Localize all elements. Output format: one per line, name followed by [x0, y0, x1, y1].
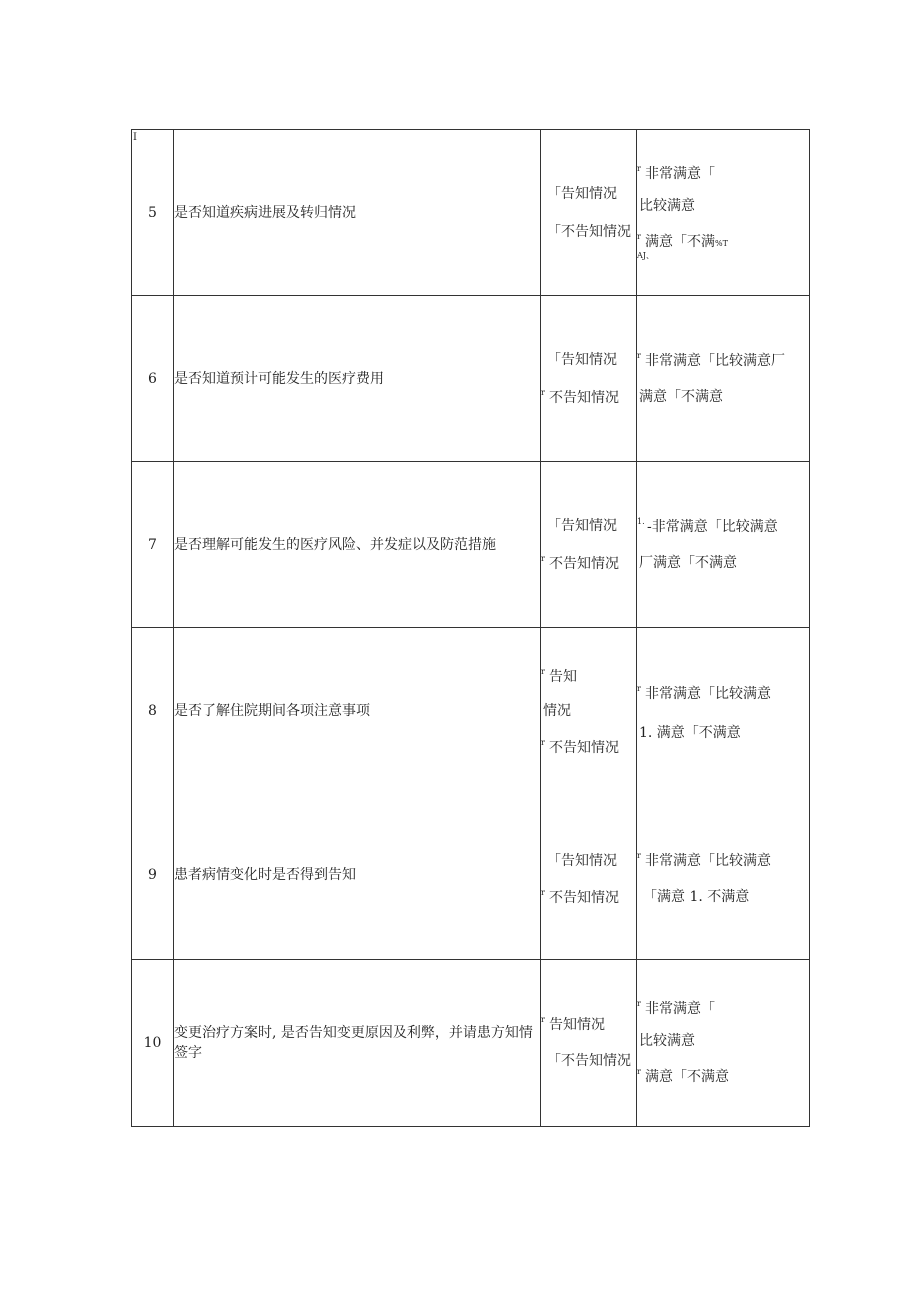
option-very-satisfied[interactable]: 非常满意「	[645, 166, 715, 182]
checkbox-mark[interactable]: r	[637, 1067, 641, 1076]
satisfaction-line-1	[637, 1000, 809, 1018]
row-number-cell	[132, 628, 174, 960]
satisfaction-cell	[637, 130, 810, 296]
checkbox-mark[interactable]: r	[637, 684, 641, 693]
option-very-satisfied[interactable]: -非常满意「比较满意	[647, 518, 778, 535]
row-number: 8	[148, 703, 157, 719]
checkbox-mark[interactable]: r	[541, 1015, 545, 1024]
inform-cell	[541, 296, 637, 462]
table-row	[132, 462, 810, 628]
question-cell	[174, 628, 541, 960]
garbled-tail: %T	[715, 239, 728, 248]
checkbox-mark[interactable]: r	[541, 667, 545, 676]
option-informed[interactable]: 「告知情况	[547, 517, 617, 534]
satisfaction-line-3	[637, 1068, 809, 1086]
question-cell	[174, 130, 541, 296]
satisfaction-cell	[637, 628, 810, 960]
inform-line-2	[541, 389, 636, 407]
satisfaction-line-1	[637, 518, 809, 536]
option-fairly-satisfied[interactable]: 比较满意	[639, 1033, 695, 1049]
question-cell	[174, 462, 541, 628]
table-row	[132, 628, 810, 960]
row-number-cell	[132, 296, 174, 462]
satisfaction-line-1	[637, 685, 771, 703]
option-very-satisfied[interactable]: 非常满意「比较满意	[645, 686, 771, 702]
inform-cell	[541, 628, 637, 960]
option-not-informed[interactable]: 不告知情况	[549, 890, 619, 906]
checkbox-mark[interactable]: r	[541, 387, 545, 397]
option-very-satisfied[interactable]: 非常满意「	[645, 1001, 715, 1017]
checkbox-mark[interactable]: r	[637, 350, 641, 360]
satisfaction-line-1	[637, 352, 809, 370]
checkbox-mark[interactable]: r	[541, 738, 545, 747]
checkbox-mark[interactable]: 1.	[637, 516, 645, 526]
checkbox-mark[interactable]: r	[637, 164, 641, 173]
checkbox-mark[interactable]: r	[541, 553, 545, 563]
option-satisfied-dissatisfied[interactable]: 1. 满意「不满意	[639, 725, 741, 741]
option-satisfied-dissatisfied[interactable]: 「满意 1. 不满意	[643, 889, 750, 905]
option-satisfied-dissatisfied[interactable]: 满意「不满	[645, 234, 715, 250]
question-cell	[174, 960, 541, 1127]
inform-line-2	[541, 889, 619, 907]
option-informed[interactable]: 「告知情况	[547, 185, 617, 202]
table-row	[132, 960, 810, 1127]
row-number: 10	[143, 1035, 162, 1051]
row-number: 5	[148, 204, 157, 221]
question-cell	[174, 296, 541, 462]
option-satisfied-dissatisfied[interactable]: 厂满意「不满意	[639, 554, 737, 571]
question-text: 是否了解住院期间各项注意事项	[174, 703, 370, 719]
option-informed[interactable]: 「告知情况	[547, 853, 617, 869]
garbled-text: AJ、	[637, 251, 654, 260]
option-not-informed[interactable]: 「不告知情况	[547, 223, 631, 240]
option-not-informed[interactable]: 「不告知情况	[547, 1053, 631, 1069]
satisfaction-line-1	[637, 852, 771, 870]
survey-table	[131, 129, 810, 1127]
question-text: 患者病情变化时是否得到告知	[174, 867, 356, 883]
option-very-satisfied[interactable]: 非常满意「比较满意厂	[645, 352, 785, 369]
option-not-informed[interactable]: 不告知情况	[549, 740, 619, 756]
inform-line-1	[541, 1016, 636, 1034]
option-satisfied-dissatisfied[interactable]: 满意「不满意	[639, 388, 723, 405]
inform-cell	[541, 960, 637, 1127]
option-informed[interactable]: 告知	[549, 669, 577, 685]
satisfaction-cell	[637, 296, 810, 462]
question-text: 是否知道疾病进展及转归情况	[174, 204, 356, 221]
checkbox-mark[interactable]: r	[637, 232, 641, 241]
inform-line-2	[541, 555, 636, 573]
inform-line-1	[541, 668, 577, 686]
inform-cell	[541, 462, 637, 628]
checkbox-mark[interactable]: r	[541, 888, 545, 897]
option-informed-cont: 情况	[543, 703, 571, 719]
option-fairly-satisfied[interactable]: 比较满意	[639, 198, 695, 214]
option-very-satisfied[interactable]: 非常满意「比较满意	[645, 853, 771, 869]
row-number: 7	[148, 536, 157, 553]
option-informed[interactable]: 「告知情况	[547, 351, 617, 368]
question-text: 是否知道预计可能发生的医疗费用	[174, 370, 384, 387]
checkbox-mark[interactable]: r	[637, 851, 641, 860]
inform-cell	[541, 130, 637, 296]
row-number-cell	[132, 462, 174, 628]
satisfaction-cell	[637, 462, 810, 628]
checkbox-mark[interactable]: r	[637, 999, 641, 1008]
option-not-informed[interactable]: 不告知情况	[549, 555, 619, 572]
question-text: 变更治疗方案时, 是否告知变更原因及利弊，并请患方知情签字	[174, 1025, 533, 1061]
satisfaction-line-3	[637, 233, 809, 251]
row-number: 9	[148, 867, 157, 883]
satisfaction-cell	[637, 960, 810, 1127]
row-number-cell	[132, 130, 174, 296]
option-satisfied-dissatisfied[interactable]: 满意「不满意	[645, 1069, 729, 1085]
row-number-cell	[132, 960, 174, 1127]
survey-sheet	[131, 129, 809, 1127]
table-row	[132, 130, 810, 296]
inform-line-2	[541, 739, 619, 757]
option-not-informed[interactable]: 不告知情况	[549, 389, 619, 406]
table-row	[132, 296, 810, 462]
corner-mark: I	[133, 132, 137, 143]
question-text: 是否理解可能发生的医疗风险、并发症以及防范措施	[174, 536, 496, 553]
row-number: 6	[148, 370, 157, 387]
option-informed[interactable]: 告知情况	[549, 1017, 605, 1033]
satisfaction-line-1	[637, 165, 809, 183]
